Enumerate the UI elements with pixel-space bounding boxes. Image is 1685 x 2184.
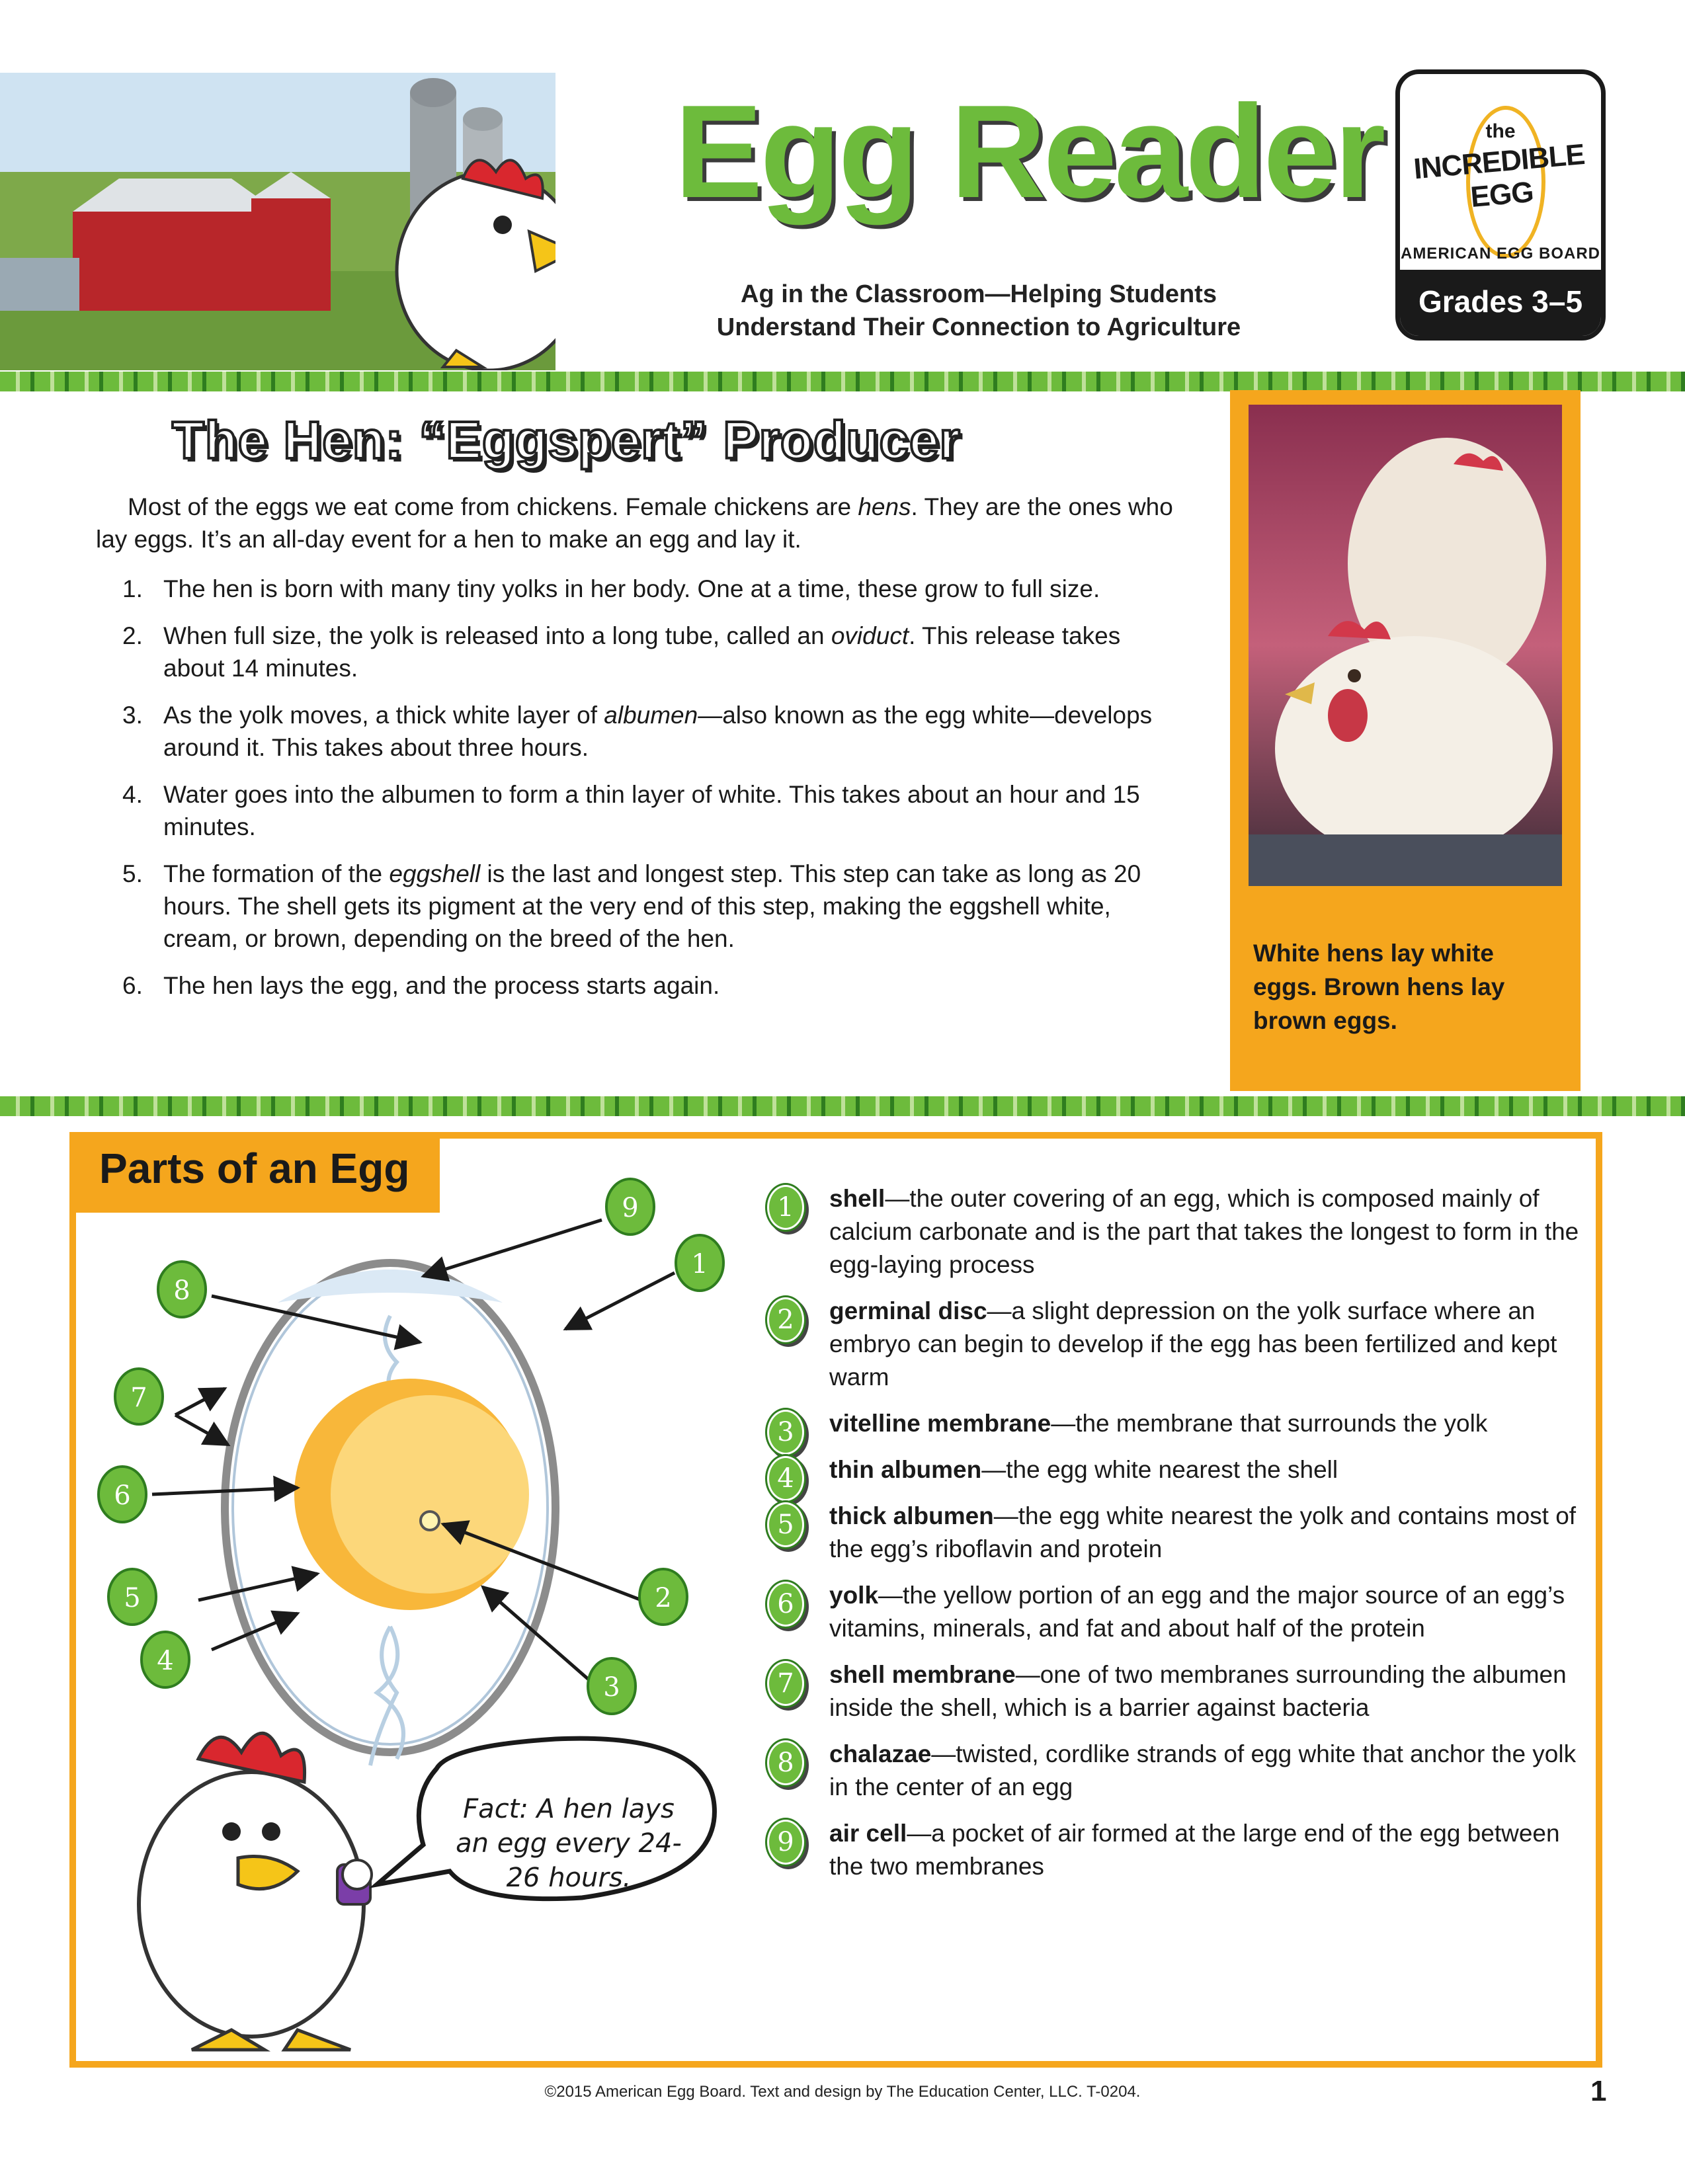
term: shell membrane — [829, 1661, 1016, 1688]
number-badge: 6 — [767, 1582, 804, 1627]
label-9 — [606, 1179, 654, 1234]
term: shell — [829, 1185, 885, 1212]
number-badge: 4 — [767, 1456, 804, 1501]
term: germinal disc — [829, 1297, 987, 1324]
section-title-parts: Parts of an Egg — [99, 1145, 410, 1192]
label-1 — [676, 1235, 723, 1291]
step-number: 4. — [122, 781, 143, 808]
list-item — [767, 1817, 1587, 1883]
grade-level: Grades 3–5 — [1400, 270, 1601, 336]
list-item — [767, 1738, 1587, 1804]
step-text: The hen is born with many tiny yolks in her body. One at a time, these grow to full size. — [163, 575, 1100, 602]
label-4 — [142, 1632, 189, 1687]
step-text: The formation of the — [163, 860, 390, 887]
list-item — [767, 1182, 1587, 1281]
step-text: . This release takes about 14 minutes. — [163, 622, 1121, 682]
hen-mascot — [139, 1733, 372, 2050]
step-text: When full size, the yolk is released into a long tube, called an — [163, 622, 831, 649]
number-badge: 8 — [767, 1740, 804, 1785]
list-item — [96, 620, 1154, 684]
label-8 — [158, 1262, 206, 1317]
svg-text:1: 1 — [691, 1249, 708, 1279]
copyright-footer: ©2015 American Egg Board. Text and design by The Education Center, LLC. T-0204. — [544, 2083, 1141, 2101]
step-number: 3. — [122, 702, 143, 729]
definition: —the outer covering of an egg, which is composed mainly of calcium carbonate and is the part that takes the longest to form in the egg-laying process — [829, 1185, 1579, 1278]
intro-term: hens — [858, 493, 911, 520]
step-term: eggshell — [389, 860, 481, 887]
definition: —the egg white nearest the yolk and contains most of the egg’s riboflavin and protein — [829, 1502, 1577, 1562]
definition: —one of two membranes surrounding the albumen inside the shell, which is a barrier against bacteria — [829, 1661, 1567, 1721]
fact-callout: Fact: A hen lays an egg every 24-26 hours. — [456, 1794, 682, 1893]
intro-paragraph — [96, 491, 1180, 555]
number-badge: 9 — [767, 1820, 804, 1865]
list-item — [96, 573, 1154, 605]
step-text: The hen lays the egg, and the process starts again. — [163, 972, 720, 999]
list-item — [767, 1407, 1587, 1447]
svg-text:8: 8 — [173, 1275, 190, 1306]
definition: —a pocket of air formed at the large end of the egg between the two membranes — [829, 1820, 1560, 1880]
logo-incredible-egg: INCREDIBLE EGG — [1412, 138, 1586, 214]
step-text: Water goes into the albumen to form a thin layer of white. This takes about an hour and 15 minutes. — [163, 781, 1140, 840]
subtitle-line-2: Understand Their Connection to Agriculture — [716, 313, 1241, 341]
egg-diagram — [79, 1164, 741, 2063]
logo-board: AMERICAN EGG BOARD — [1400, 245, 1600, 263]
label-7 — [115, 1369, 163, 1424]
term: thick albumen — [829, 1502, 994, 1529]
step-text: is the last and longest step. This step can take as long as 20 hours. The shell gets its pigment at the very end of this step, making the eggshell white, cream, or brown, depending on the breed of the hen. — [163, 860, 1141, 952]
definition: —twisted, cordlike strands of egg white that anchor the yolk in the center of an egg — [829, 1740, 1577, 1800]
term: yolk — [829, 1582, 879, 1609]
definition: —the yellow portion of an egg and the major source of an egg’s vitamins, minerals, and fat and about half of the protein — [829, 1582, 1565, 1642]
step-term: oviduct — [831, 622, 909, 649]
page-title: Egg Reader — [675, 78, 1383, 225]
list-item — [767, 1453, 1587, 1494]
term: vitelline membrane — [829, 1410, 1051, 1437]
step-number: 1. — [122, 575, 143, 602]
svg-text:5: 5 — [124, 1583, 141, 1613]
step-number: 6. — [122, 972, 143, 999]
subtitle-line-1: Ag in the Classroom—Helping Students — [741, 280, 1217, 308]
number-badge: 5 — [767, 1502, 804, 1547]
steps-list — [96, 573, 1154, 1016]
label-2 — [639, 1569, 687, 1625]
term: chalazae — [829, 1740, 932, 1767]
label-6 — [99, 1467, 146, 1522]
list-item — [96, 699, 1154, 764]
svg-text:9: 9 — [622, 1193, 639, 1223]
number-badge: 7 — [767, 1661, 804, 1706]
number-badge: 2 — [767, 1297, 804, 1342]
incredible-egg-logo — [1395, 69, 1606, 341]
intro-text: . They are the ones who lay eggs. It’s an all-day event for a hen to make an egg and lay it. — [96, 493, 1173, 553]
label-5 — [108, 1569, 156, 1625]
step-term: albumen — [604, 702, 698, 729]
divider-stripe — [0, 1096, 1685, 1116]
divider-stripe — [0, 372, 1685, 391]
svg-text:7: 7 — [130, 1383, 147, 1413]
list-item — [767, 1658, 1587, 1724]
list-item — [767, 1295, 1587, 1394]
number-badge: 3 — [767, 1410, 804, 1455]
list-item — [767, 1579, 1587, 1645]
definition: —the membrane that surrounds the yolk — [1051, 1410, 1488, 1437]
yolk-highlight — [331, 1395, 529, 1594]
svg-text:2: 2 — [655, 1583, 672, 1613]
egg-parts-definitions — [767, 1182, 1587, 1896]
step-number: 5. — [122, 860, 143, 887]
svg-text:6: 6 — [114, 1480, 131, 1511]
germinal-disc — [421, 1512, 439, 1530]
page-number: 1 — [1590, 2075, 1607, 2107]
photo-caption: White hens lay white eggs. Brown hens lay brown eggs. — [1253, 940, 1505, 1034]
step-text: As the yolk moves, a thick white layer of — [163, 702, 604, 729]
list-item — [96, 969, 1154, 1002]
term: thin albumen — [829, 1456, 982, 1483]
logo-the: the — [1485, 120, 1516, 142]
number-badge: 1 — [767, 1185, 804, 1230]
intro-text: Most of the eggs we eat come from chickens. Female chickens are — [128, 493, 858, 520]
farm-hen-illustration — [0, 73, 555, 370]
label-3 — [588, 1658, 636, 1714]
step-number: 2. — [122, 622, 143, 649]
svg-text:3: 3 — [603, 1672, 620, 1703]
list-item — [767, 1500, 1587, 1566]
definition: —a slight depression on the yolk surface where an embryo can begin to develop if the egg has been fertilized and kept warm — [829, 1297, 1557, 1391]
section-title-hen: The Hen: “Eggspert” Producer — [172, 411, 961, 469]
white-hens-photo — [1249, 405, 1562, 886]
subtitle — [675, 278, 1283, 344]
term: air cell — [829, 1820, 907, 1847]
list-item — [96, 778, 1154, 843]
svg-text:4: 4 — [157, 1646, 174, 1676]
list-item — [96, 858, 1154, 955]
step-text: —also known as the egg white—develops around it. This takes about three hours. — [163, 702, 1153, 761]
definition: —the egg white nearest the shell — [981, 1456, 1338, 1483]
